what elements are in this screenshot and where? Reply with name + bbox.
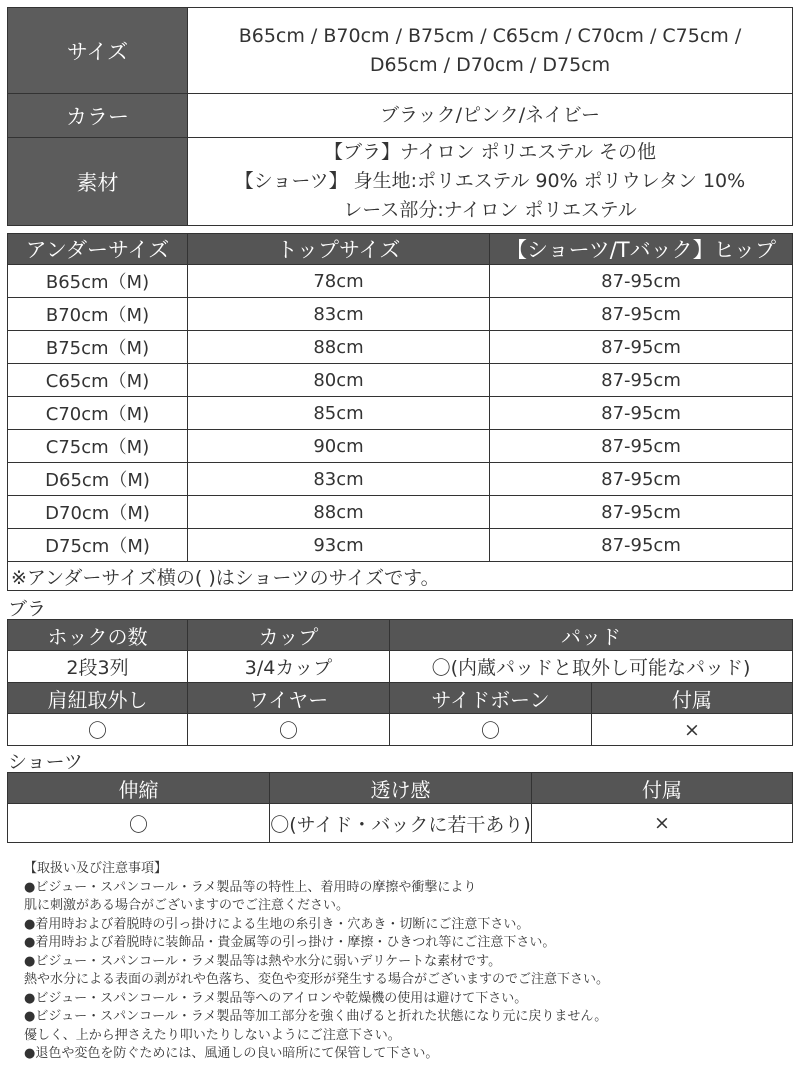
material-label: 素材	[8, 138, 188, 226]
table-row	[8, 331, 793, 364]
top-size: 85cm	[188, 397, 490, 430]
bra-pad-value: 〇(内蔵パッドと取外し可能なパッド)	[390, 651, 793, 683]
top-size: 90cm	[188, 430, 490, 463]
shorts-header-stretch: 伸縮	[8, 773, 270, 804]
care-line: ●着用時および着脱時に装飾品・貴金属等の引っ掛け・摩擦・ひきつれ等にご注意下さい。	[24, 935, 556, 950]
size-header-top: トップサイズ	[188, 234, 490, 265]
shorts-header-accessory: 付属	[532, 773, 793, 804]
table-row	[8, 364, 793, 397]
shorts-table	[7, 772, 793, 843]
hip-size: 87-95cm	[490, 298, 793, 331]
care-notes	[24, 860, 794, 1064]
bra-sidebone-value: 〇	[390, 714, 592, 746]
care-line: 優しく、上から押さえたり叩いたりしないようにご注意下さい。	[24, 1027, 401, 1043]
table-row	[8, 463, 793, 496]
size-value-line1: B65cm / B70cm / B75cm / C65cm / C70cm / C75cm /	[238, 24, 742, 47]
care-line: ●ビジュー・スパンコール・ラメ製品等は熱や水分に弱いデリケートな素材です。	[24, 953, 502, 969]
top-size: 83cm	[188, 298, 490, 331]
material-line2: 【ショーツ】 身生地:ポリエステル 90% ポリウレタン 10%	[234, 170, 746, 192]
hip-size: 87-95cm	[490, 430, 793, 463]
under-size: B65cm（M)	[8, 265, 188, 298]
table-row	[8, 397, 793, 430]
top-size: 93cm	[188, 529, 490, 562]
shorts-section-label: ショーツ	[8, 751, 83, 773]
bra-header-strap: 肩紐取外し	[8, 683, 188, 714]
size-header-under: アンダーサイズ	[8, 234, 188, 265]
under-size: C70cm（M)	[8, 397, 188, 430]
shorts-accessory-value: ×	[532, 804, 793, 843]
color-label: カラー	[8, 94, 188, 138]
hip-size: 87-95cm	[490, 496, 793, 529]
hip-size: 87-95cm	[490, 463, 793, 496]
under-size: B70cm（M)	[8, 298, 188, 331]
under-size: D70cm（M)	[8, 496, 188, 529]
under-size: C75cm（M)	[8, 430, 188, 463]
size-header-hip: 【ショーツ/Tバック】ヒップ	[490, 234, 793, 265]
hip-size: 87-95cm	[490, 529, 793, 562]
care-line: ●ビジュー・スパンコール・ラメ製品等加工部分を強く曲げると折れた状態になり元に戻りません。	[24, 1009, 608, 1024]
color-value: ブラック/ピンク/ネイビー	[188, 94, 793, 138]
bra-table	[7, 619, 793, 746]
hip-size: 87-95cm	[490, 364, 793, 397]
under-size: D75cm（M)	[8, 529, 188, 562]
bra-wire-value: 〇	[188, 714, 390, 746]
bra-header-pad: パッド	[390, 620, 793, 651]
shorts-sheer-value: 〇(サイド・バックに若干あり)	[270, 804, 532, 843]
under-size: B75cm（M)	[8, 331, 188, 364]
table-row	[8, 529, 793, 562]
care-line: 肌に刺激がある場合がございますのでご注意ください。	[24, 898, 350, 913]
hip-size: 87-95cm	[490, 265, 793, 298]
care-line: ●退色や変色を防ぐためには、風通しの良い暗所にて保管して下さい。	[24, 1046, 439, 1061]
bra-header-accessory: 付属	[592, 683, 793, 714]
spec-table	[7, 7, 793, 226]
bra-header-wire: ワイヤー	[188, 683, 390, 714]
shorts-stretch-value: 〇	[8, 804, 270, 843]
bra-header-hook: ホックの数	[8, 620, 188, 651]
size-label: サイズ	[8, 8, 188, 94]
table-row	[8, 265, 793, 298]
material-line3: レース部分:ナイロン ポリエステル	[343, 199, 637, 221]
care-line: ●着用時および着脱時の引っ掛けによる生地の糸引き・穴あき・切断にご注意下さい。	[24, 916, 530, 932]
size-value-line2: D65cm / D70cm / D75cm	[369, 53, 611, 76]
bra-header-sidebone: サイドボーン	[390, 683, 592, 714]
care-line: 熱や水分による表面の剥がれや色落ち、変色や変形が発生する場合がございますのでご注意下さい。	[24, 972, 610, 987]
bra-section-label: ブラ	[8, 598, 47, 620]
table-row	[8, 298, 793, 331]
size-table	[7, 233, 793, 591]
hip-size: 87-95cm	[490, 397, 793, 430]
under-size: C65cm（M)	[8, 364, 188, 397]
top-size: 83cm	[188, 463, 490, 496]
bra-accessory-value: ×	[592, 714, 793, 746]
size-value	[188, 8, 793, 94]
hip-size: 87-95cm	[490, 331, 793, 364]
top-size: 88cm	[188, 331, 490, 364]
shorts-header-sheer: 透け感	[270, 773, 532, 804]
bra-hook-value: 2段3列	[8, 651, 188, 683]
under-size: D65cm（M)	[8, 463, 188, 496]
bra-strap-value: 〇	[8, 714, 188, 746]
bra-cup-value: 3/4カップ	[188, 651, 390, 683]
table-row	[8, 496, 793, 529]
material-value	[188, 138, 793, 226]
top-size: 80cm	[188, 364, 490, 397]
table-row	[8, 430, 793, 463]
top-size: 88cm	[188, 496, 490, 529]
care-line: 【取扱い及び注意事項】	[24, 861, 168, 876]
size-note: ※アンダーサイズ横の( )はショーツのサイズです。	[8, 562, 793, 591]
material-line1: 【ブラ】ナイロン ポリエステル その他	[323, 141, 657, 163]
care-line: ●ビジュー・スパンコール・ラメ製品等へのアイロンや乾燥機の使用は避けて下さい。	[24, 990, 528, 1006]
bra-header-cup: カップ	[188, 620, 390, 651]
care-line: ●ビジュー・スパンコール・ラメ製品等の特性上、着用時の摩擦や衝撃により	[24, 879, 477, 895]
top-size: 78cm	[188, 265, 490, 298]
